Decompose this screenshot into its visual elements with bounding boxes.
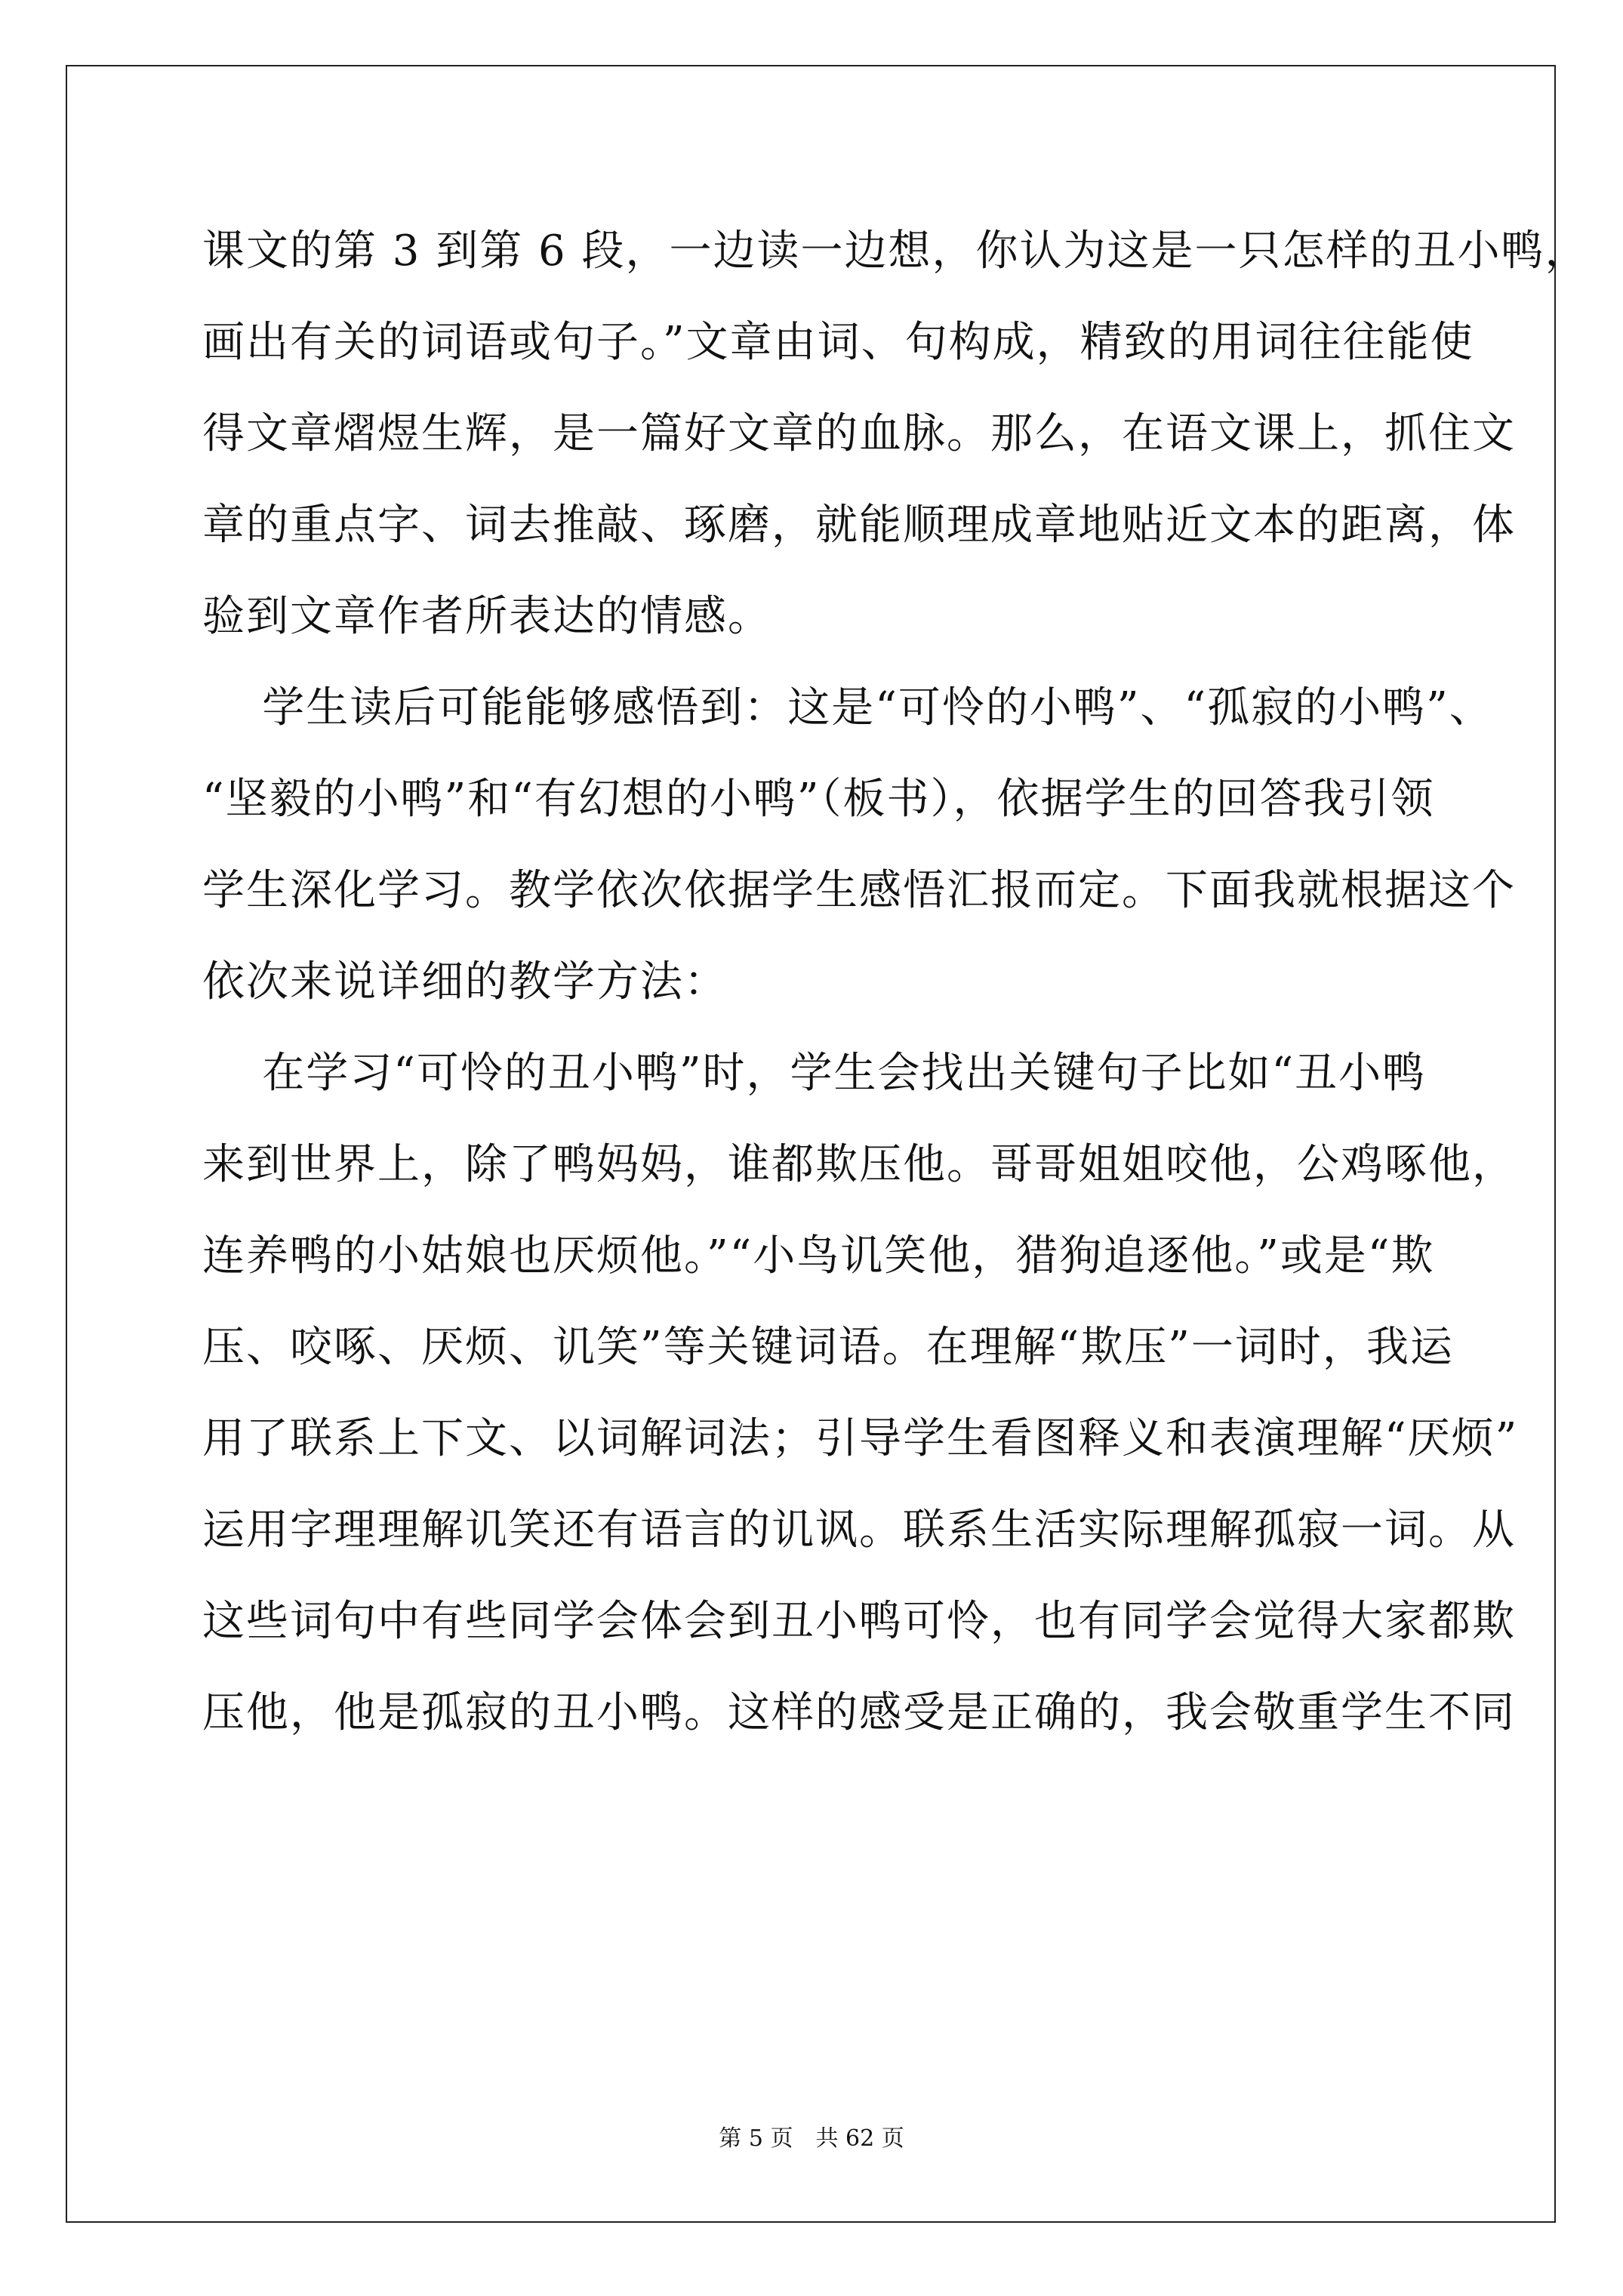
body-line: 学生读后可能能够感悟到：这是“可怜的小鸭”、“孤寂的小鸭”、: [202, 683, 1493, 732]
body-line: 依次来说详细的教学方法：: [202, 957, 728, 1006]
body-line: 连养鸭的小姑娘也厌烦他。”“小鸟讥笑他，猎狗追逐他。”或是“欺: [202, 1231, 1435, 1281]
body-line: 用了联系上下文、以词解词法；引导学生看图释义和表演理解“厌烦”: [202, 1414, 1519, 1463]
body-line: 来到世界上，除了鸭妈妈，谁都欺压他。哥哥姐姐咬他，公鸡啄他，: [202, 1140, 1516, 1189]
body-line: 验到文章作者所表达的情感。: [202, 592, 771, 641]
body-line: “坚毅的小鸭”和“有幻想的小鸭”（板书），依据学生的回答我引领: [202, 775, 1435, 824]
body-line: 课文的第 3 到第 6 段，一边读一边想，你认为这是一只怎样的丑小鸭，: [202, 227, 1589, 276]
body-line: 运用字理理解讥笑还有语言的讥讽。联系生活实际理解孤寂一词。从: [202, 1505, 1516, 1555]
page-number-footer: 第 5 页 共 62 页: [719, 2125, 904, 2152]
body-line: 压他，他是孤寂的丑小鸭。这样的感受是正确的，我会敬重学生不同: [202, 1688, 1516, 1737]
body-line: 在学习“可怜的丑小鸭”时，学生会找出关键句子比如“丑小鸭: [202, 1049, 1427, 1098]
body-line: 得文章熠煜生辉，是一篇好文章的血脉。那么，在语文课上，抓住文: [202, 409, 1516, 458]
body-line: 压、咬啄、厌烦、讥笑”等关键词语。在理解“欺压”一词时，我运: [202, 1323, 1454, 1372]
body-line: 这些词句中有些同学会体会到丑小鸭可怜，也有同学会觉得大家都欺: [202, 1597, 1516, 1646]
body-line: 章的重点字、词去推敲、琢磨，就能顺理成章地贴近文本的距离，体: [202, 501, 1516, 550]
body-line: 画出有关的词语或句子。”文章由词、句构成，精致的用词往往能使: [202, 318, 1474, 367]
body-line: 学生深化学习。教学依次依据学生感悟汇报而定。下面我就根据这个: [202, 866, 1516, 915]
